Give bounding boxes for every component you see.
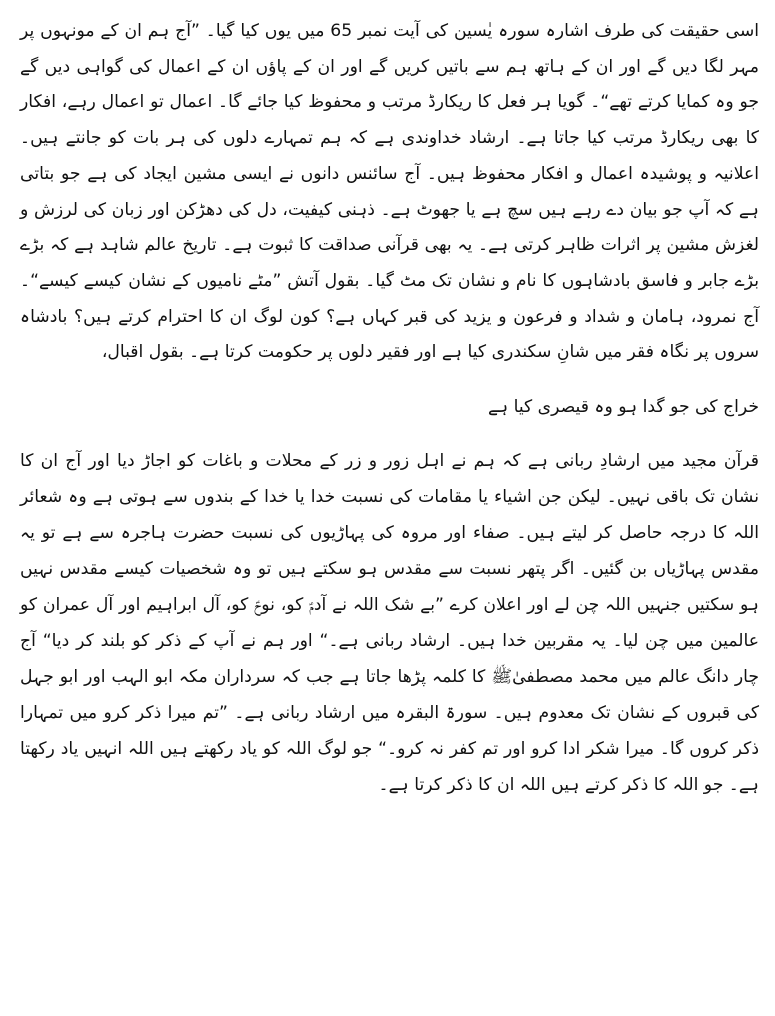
poetry-line: خراج کی جو گدا ہو وہ قیصری کیا ہے <box>488 397 759 418</box>
paragraph-intro: اسی حقیقت کی طرف اشارہ سورہ یٰسین کی آیت نمبر 65 میں یوں کیا گیا۔ ”آج ہم ان کے مونہوں پر مہر لگا دیں گے اور ان کے ہاتھ ہم سے باتیں کریں گے اور ان کے پاؤں ان کے اعمال کی گواہی دیں گے جو وہ کمایا کرتے تھے“۔ گویا ہر فعل کا ریکارڈ مرتب و محفوظ کیا جائے گا۔ اعمال تو اعمال رہے، افکار کا بھی ریکارڈ مرتب کیا جاتا ہے۔ ارشاد خداوندی ہے کہ ہم تمہارے دلوں کی ہر بات کو جانتے ہیں۔ اعلانیہ و پوشیدہ اعمال و افکار محفوظ ہیں۔ آج سائنس دانوں نے ایسی مشین ایجاد کی ہے جو بتاتی ہے کہ آپ جو بیان دے رہے ہیں سچ ہے یا جھوٹ ہے۔ ذہنی کیفیت، دل کی دھڑکن اور زبان کی لرزش و لغزش مشین پر اثرات ظاہر کرتی ہے۔ یہ بھی قرآنی صداقت کا ثبوت ہے۔ تاریخ عالم شاہد ہے کہ بڑے بڑے جابر و فاسق بادشاہوں کا نام و نشان تک مٹ گیا۔ بقول آتش ”مٹے نامیوں کے نشان کیسے کیسے“۔ آج نمرود، ہامان و شداد و فرعون و یزید کی قبر کہاں ہے؟ کون لوگ ان کا احترام کرتے ہیں؟ بادشاہ سروں پر نگاہ فقر میں شانِ سکندری کیا ہے اور فقیر دلوں پر حکومت کرتا ہے۔ بقول اقبال، <box>20 21 759 363</box>
paragraph-main: قرآن مجید میں ارشادِ ربانی ہے کہ ہم نے اہل زور و زر کے محلات و باغات کو اجاڑ دیا اور آج ان کا نشان تک باقی نہیں۔ لیکن جن اشیاء یا مقامات کی نسبت خدا یا خدا کے بندوں سے ہوتی ہے وہ شعائر اللہ کا درجہ حاصل کر لیتے ہیں۔ صفاء اور مروہ کی پہاڑیوں کی نسبت حضرت ہاجرہ سے ہے تو یہ مقدس پہاڑیاں بن گئیں۔ اگر پتھر نسبت سے مقدس ہو سکتے ہیں تو وہ شخصیات کیسے مقدس نہیں ہو سکتیں جنہیں اللہ چن لے اور اعلان کرے ”بے شک اللہ نے آدمؑ کو، نوحؑ کو، آل ابراہیم اور آل عمران کو عالمین میں چن لیا۔ یہ مقربین خدا ہیں۔ ارشاد ربانی ہے۔“ اور ہم نے آپ کے ذکر کو بلند کر دیا“ آج چار دانگ عالم میں محمد مصطفیٰﷺ کا کلمہ پڑھا جاتا ہے جب کہ سرداران مکہ ابو الہب اور ابو جہل کی قبروں کے نشان تک معدوم ہیں۔ سورۃ البقرہ میں ارشاد ربانی ہے۔ ”تم میرا ذکر کرو میں تمہارا ذکر کروں گا۔ میرا شکر ادا کرو اور تم کفر نہ کرو۔“ جو لوگ اللہ کو یاد رکھتے ہیں اللہ انہیں یاد رکھتا ہے۔ جو اللہ کا ذکر کرتے ہیں اللہ ان کا ذکر کرتا ہے۔ <box>20 451 759 796</box>
